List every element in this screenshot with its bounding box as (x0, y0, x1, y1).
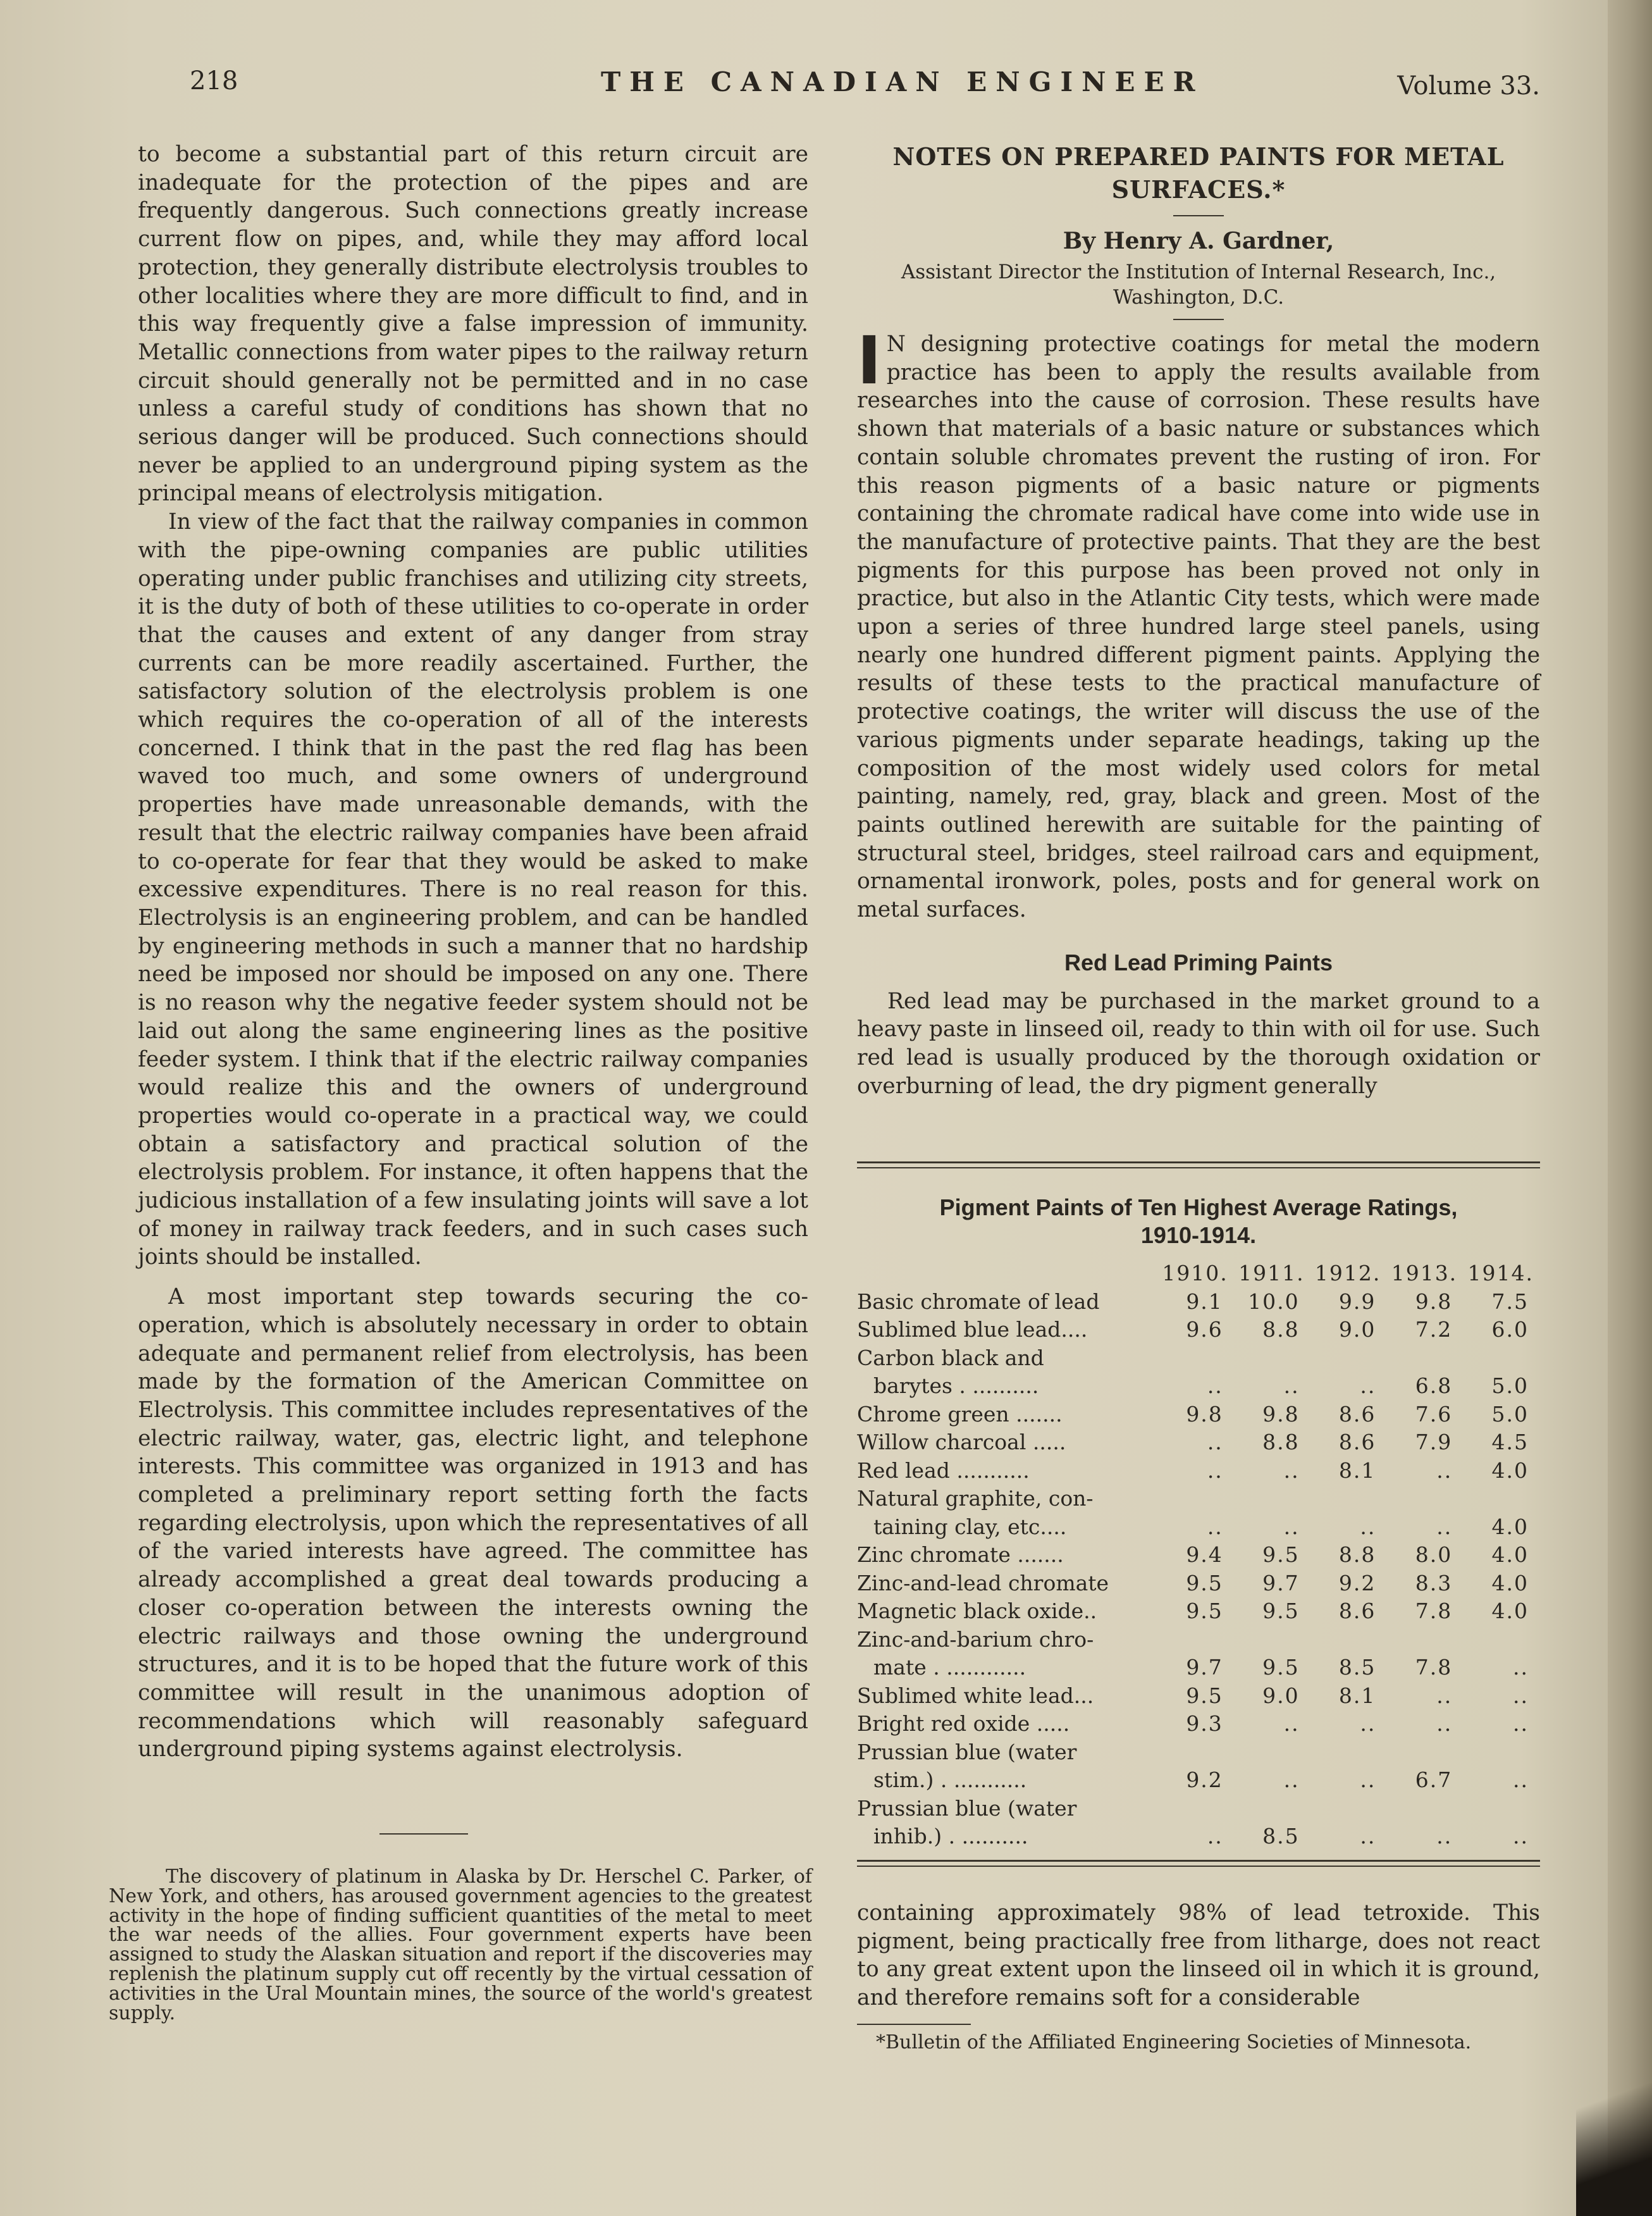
rating-cell: 4.0 (1491, 1514, 1529, 1539)
section-paragraph: Red lead may be purchased in the market ground to a heavy paste in linseed oil, ready to thin with oil for use. Such red lead is usually produced by the thorough oxidation or overburning of lead, the dry pigment generally (857, 988, 1540, 1099)
rating-cell (1387, 1485, 1464, 1513)
table-body (857, 1288, 1540, 1851)
rating-cell (1387, 1626, 1464, 1654)
rating-cell: 9.0 (1262, 1683, 1300, 1708)
rating-cell: 4.0 (1491, 1599, 1529, 1623)
rating-cell (1235, 1795, 1311, 1823)
table-row (857, 1569, 1540, 1598)
rating-cell: .. (1283, 1373, 1300, 1398)
rating-cell: 7.8 (1415, 1599, 1453, 1623)
author-affiliation (857, 259, 1540, 310)
table-bottom-rule (857, 1860, 1540, 1867)
affiliation-line-2: Washington, D.C. (1113, 286, 1285, 309)
article-title: NOTES ON PREPARED PAINTS FOR METAL SURFACES.* (892, 142, 1505, 204)
rating-cell: 4.0 (1491, 1458, 1529, 1483)
rating-cell: 8.8 (1338, 1542, 1376, 1567)
table-row (857, 1513, 1540, 1542)
rating-cell (1464, 1795, 1540, 1823)
table-row (857, 1372, 1540, 1401)
rating-cell: .. (1360, 1767, 1376, 1792)
pigment-name: Magnetic black oxide.. (857, 1599, 1097, 1623)
intro-text: N designing protective coatings for metal the modern practice has been to apply the results available from researches into the cause of corrosion. These results have shown that materials of a basic nature or substances which contain soluble chromates prevent the rusting of iron. For this reason pigments of a basic nature or pigments containing the chromate radical have come into wide use in the manufacture of protective paints. That they are the best pigments for this purpose has been proved not only in practice, but also in the Atlantic City tests, which were made upon a series of three hundred large steel panels, using nearly one hundred different pigment paints. Applying the results of these tests to the practical manufacture of protective coatings, the writer will discuss the use of the various pigments under separate headings, taking up the composition of the most widely used colors for metal painting, namely, red, gray, black and green. Most of the paints outlined herewith are suitable for the painting of structural steel, bridges, steel railroad cars and equipment, ornamental ironwork, poles, posts and for general work on metal surfaces. (857, 331, 1540, 923)
rating-cell: 9.2 (1338, 1570, 1376, 1595)
rating-cell (1235, 1738, 1311, 1767)
pigment-name: taining clay, etc.... (873, 1514, 1067, 1539)
pigment-name: Zinc-and-lead chromate (857, 1570, 1109, 1595)
rating-cell: 8.5 (1338, 1655, 1376, 1680)
pigment-name: Zinc chromate ....... (857, 1542, 1064, 1567)
rating-cell: 9.0 (1338, 1317, 1376, 1342)
footnote-rule (857, 2024, 971, 2025)
rating-cell (1158, 1626, 1235, 1654)
rating-cell (1158, 1738, 1235, 1767)
rating-cell: 5.0 (1491, 1401, 1529, 1427)
pigment-name: mate . ............ (873, 1655, 1026, 1680)
pigment-name: Natural graphite, con- (857, 1486, 1094, 1511)
rating-cell: 8.6 (1338, 1599, 1376, 1623)
rating-cell: 5.0 (1491, 1373, 1529, 1398)
rating-cell: .. (1207, 1373, 1223, 1398)
rating-cell: 8.3 (1415, 1570, 1453, 1595)
footnote: *Bulletin of the Affiliated Engineering Societies of Minnesota. (876, 2031, 1472, 2053)
rating-cell: .. (1436, 1514, 1453, 1539)
rating-cell (1235, 1485, 1311, 1513)
table-row (857, 1795, 1540, 1823)
rating-cell: .. (1360, 1711, 1376, 1736)
rating-cell: 9.3 (1186, 1711, 1223, 1736)
binding-shadow (1576, 2052, 1652, 2216)
rating-cell: 8.0 (1415, 1542, 1453, 1567)
rating-cell: 9.5 (1186, 1599, 1223, 1623)
pigment-name: stim.) . ........... (873, 1767, 1027, 1792)
table-row (857, 1288, 1540, 1316)
rating-cell: 8.1 (1338, 1683, 1376, 1708)
rating-cell (1387, 1738, 1464, 1767)
intro-paragraph (857, 322, 1540, 924)
rating-cell: 7.6 (1415, 1401, 1453, 1427)
table-row (857, 1457, 1540, 1485)
rating-cell: 9.8 (1186, 1401, 1223, 1427)
rating-cell: .. (1360, 1824, 1376, 1848)
year-header: 1910. (1162, 1261, 1228, 1285)
drop-cap: I (857, 322, 882, 399)
table-row (857, 1428, 1540, 1457)
rating-cell: .. (1436, 1683, 1453, 1708)
journal-title: THE CANADIAN ENGINEER (601, 66, 1204, 97)
table-row (857, 1626, 1540, 1654)
rating-cell: 9.5 (1186, 1570, 1223, 1595)
rating-cell (1464, 1344, 1540, 1373)
rating-cell: 8.1 (1338, 1458, 1376, 1483)
left-column (138, 140, 808, 1764)
rating-cell: 9.2 (1186, 1767, 1223, 1792)
rating-cell: 10.0 (1248, 1289, 1300, 1314)
pigment-name: Sublimed white lead... (857, 1683, 1094, 1708)
page-number: 218 (190, 66, 238, 96)
rating-cell (1464, 1626, 1540, 1654)
table-title (857, 1194, 1540, 1249)
rating-cell: 9.5 (1262, 1542, 1300, 1567)
rating-cell (1235, 1344, 1311, 1373)
rating-cell (1311, 1738, 1388, 1767)
right-column-continuation (857, 1899, 1540, 2054)
rating-cell: .. (1436, 1711, 1453, 1736)
rating-cell (1464, 1738, 1540, 1767)
running-header (0, 66, 1606, 111)
year-header: 1912. (1314, 1261, 1381, 1285)
table-row (857, 1738, 1540, 1767)
rating-cell: 6.0 (1491, 1317, 1529, 1342)
rating-cell: 9.9 (1338, 1289, 1376, 1314)
pigment-name: Sublimed blue lead.... (857, 1317, 1088, 1342)
rating-cell: .. (1360, 1514, 1376, 1539)
table-row (857, 1541, 1540, 1569)
rating-cell: 8.8 (1262, 1317, 1300, 1342)
table-top-rule (857, 1161, 1540, 1168)
rating-cell: 9.7 (1262, 1570, 1300, 1595)
rating-cell: .. (1513, 1767, 1529, 1792)
rating-cell: 8.6 (1338, 1430, 1376, 1454)
rating-cell: .. (1283, 1767, 1300, 1792)
table-row (857, 1597, 1540, 1626)
article-byline: By Henry A. Gardner, (1063, 228, 1335, 254)
rating-cell: 8.6 (1338, 1401, 1376, 1427)
rating-cell: .. (1283, 1711, 1300, 1736)
rating-cell: .. (1513, 1824, 1529, 1848)
rating-cell: 7.8 (1415, 1655, 1453, 1680)
rating-cell: .. (1360, 1373, 1376, 1398)
year-header: 1911. (1238, 1261, 1305, 1285)
pigment-table-block (857, 1161, 1540, 1867)
rating-cell (1387, 1795, 1464, 1823)
rating-cell: 4.0 (1491, 1570, 1529, 1595)
rating-cell: 6.7 (1415, 1767, 1453, 1792)
table-row (857, 1710, 1540, 1738)
table-row (857, 1485, 1540, 1513)
pigment-name: Willow charcoal ..... (857, 1430, 1066, 1454)
rating-cell (1158, 1344, 1235, 1373)
rating-cell: 9.4 (1186, 1542, 1223, 1567)
table-row (857, 1316, 1540, 1344)
year-header: 1914. (1467, 1261, 1534, 1285)
rating-cell: 9.8 (1262, 1401, 1300, 1427)
rating-cell (1158, 1485, 1235, 1513)
left-paragraph-1: to become a substantial part of this return circuit are inadequate for the protection of the pipes and are frequently dangerous. Such connections greatly increase current flow on pipes, and, while they may afford local protection, they generally distribute electrolysis troubles to other localities where they are more difficult to find, and in this way frequently give a false impression of immunity. Metallic connections from water pipes to the railway return circuit should generally not be permitted and in no case unless a careful study of conditions has shown that no serious danger will be produced. Such connections should never be applied to an underground piping system as the principal means of electrolysis mitigation. (138, 142, 808, 507)
year-header: 1913. (1391, 1261, 1458, 1285)
table-title-line-2: 1910-1914. (1140, 1222, 1257, 1248)
rating-cell: 9.6 (1186, 1317, 1223, 1342)
volume-label: Volume 33. (1397, 71, 1540, 101)
pigment-name: Carbon black and (857, 1345, 1044, 1370)
rating-cell (1387, 1344, 1464, 1373)
platinum-note (109, 1867, 812, 2023)
rating-cell: 9.5 (1262, 1655, 1300, 1680)
rating-cell: .. (1283, 1458, 1300, 1483)
table-row (857, 1823, 1540, 1851)
rating-cell: 4.5 (1491, 1430, 1529, 1454)
rating-cell: 9.1 (1186, 1289, 1223, 1314)
table-row (857, 1682, 1540, 1711)
rating-cell: 7.9 (1415, 1430, 1453, 1454)
pigment-name: barytes . .......... (873, 1373, 1039, 1398)
rating-cell (1311, 1795, 1388, 1823)
table-row (857, 1766, 1540, 1795)
rating-cell: 7.5 (1491, 1289, 1529, 1314)
platinum-note-text: The discovery of platinum in Alaska by Dr. Herschel C. Parker, of New York, and others, has aroused government agencies to the greatest activity in the hope of finding sufficient quantities of the metal to meet the war needs of the allies. Four government experts have been assigned to study the Alaskan situation and report if the discoveries may replenish the platinum supply cut off recently by the virtual cessation of activities in the Ural Mountain mines, the source of the world's greatest supply. (109, 1866, 812, 2024)
rating-cell (1311, 1485, 1388, 1513)
continuation-text: containing approximately 98% of lead tetroxide. This pigment, being practically free from litharge, does not react to any great extent upon the linseed oil in which it is ground, and therefore remains soft for a considerable (857, 1900, 1540, 2011)
rating-cell: .. (1207, 1430, 1223, 1454)
rating-cell: 4.0 (1491, 1542, 1529, 1567)
rating-cell: 9.5 (1186, 1683, 1223, 1708)
page-binding-edge (1608, 0, 1652, 2216)
rating-cell (1311, 1626, 1388, 1654)
pigment-name: Basic chromate of lead (857, 1289, 1100, 1314)
pigment-name: Chrome green ....... (857, 1401, 1063, 1427)
rating-cell (1464, 1485, 1540, 1513)
header-blank (857, 1260, 1158, 1288)
left-paragraph-2: In view of the fact that the railway companies in common with the pipe-owning companies are public utilities operating under public franchises and utilizing city streets, it is the duty of both of these utilities to co-operate in order that the causes and extent of any danger from stray currents can be more readily ascertained. Further, the satisfactory solution of the electrolysis problem is one which requires the co-operation of all of the interests concerned. I think that in the past the red flag has been waved too much, and some owners of underground properties have made unreasonable demands, with the result that the electric railway companies have been afraid to co-operate for fear that they would be asked to make excessive expenditures. There is no real reason for this. Electrolysis is an engineering problem, and can be handled by engineering methods in such a manner that no hardship need be imposed nor should be imposed on any one. There is no reason why the negative feeder system should not be laid out along the same engineering lines as the positive feeder system. I think that if the electric railway companies would realize this and the owners of underground properties would co-operate in a practical way, we could obtain a satisfactory and practical solution of the electrolysis problem. For instance, it often happens that the judicious installation of a few insulating joints will save a lot of money in railway track feeders, and in such cases such joints should be installed. (138, 509, 808, 1270)
rating-cell: 8.8 (1262, 1430, 1300, 1454)
pigment-name: inhib.) . .......... (873, 1824, 1028, 1848)
pigment-name: Prussian blue (water (857, 1795, 1077, 1821)
rating-cell: .. (1436, 1458, 1453, 1483)
rating-cell: 8.5 (1262, 1824, 1300, 1848)
section-heading: Red Lead Priming Paints (1064, 949, 1333, 975)
table-header-row (857, 1260, 1540, 1288)
right-column (857, 140, 1540, 1101)
rating-cell: .. (1207, 1824, 1223, 1848)
byline-rule (1173, 319, 1224, 320)
table-row (857, 1654, 1540, 1682)
rating-cell: .. (1207, 1458, 1223, 1483)
rating-cell (1311, 1344, 1388, 1373)
pigment-name: Prussian blue (water (857, 1739, 1077, 1764)
rating-cell (1235, 1626, 1311, 1654)
table-row (857, 1401, 1540, 1429)
pigment-name: Zinc-and-barium chro- (857, 1626, 1094, 1652)
rating-cell: 6.8 (1415, 1373, 1453, 1398)
affiliation-line-1: Assistant Director the Institution of Internal Research, Inc., (901, 261, 1496, 283)
section-divider (379, 1833, 468, 1835)
rating-cell: 9.7 (1186, 1655, 1223, 1680)
pigment-name: Bright red oxide ..... (857, 1711, 1070, 1736)
pigment-name: Red lead ........... (857, 1458, 1030, 1483)
table-title-line-1: Pigment Paints of Ten Highest Average Ratings, (939, 1194, 1458, 1220)
rating-cell: .. (1513, 1711, 1529, 1736)
rating-cell: .. (1513, 1655, 1529, 1680)
rating-cell: .. (1283, 1514, 1300, 1539)
rating-cell: .. (1436, 1824, 1453, 1848)
pigment-ratings-table (857, 1260, 1540, 1851)
rating-cell: 9.5 (1262, 1599, 1300, 1623)
rating-cell: 9.8 (1415, 1289, 1453, 1314)
rating-cell: 7.2 (1415, 1317, 1453, 1342)
rating-cell: .. (1513, 1683, 1529, 1708)
title-rule (1173, 215, 1224, 216)
rating-cell (1158, 1795, 1235, 1823)
left-paragraph-3: A most important step towards securing the co-operation, which is absolutely necessary in order to obtain adequate and permanent relief from electrolysis, has been made by the formation of the American Committee on Electrolysis. This committee includes representatives of the electric railway, water, gas, electric light, and telephone interests. This committee was organized in 1913 and has completed a preliminary report setting forth the facts regarding electrolysis, upon which the representatives of all of the varied interests have agreed. The committee has already accomplished a great deal towards producing a closer co-operation between the interests owning the electric railways and those owning the underground structures, and it is to be hoped that the future work of this committee will result in the unanimous adoption of recommendations which will reasonably safeguard underground piping systems against electrolysis. (138, 1284, 808, 1762)
rating-cell: .. (1207, 1514, 1223, 1539)
table-row (857, 1344, 1540, 1373)
